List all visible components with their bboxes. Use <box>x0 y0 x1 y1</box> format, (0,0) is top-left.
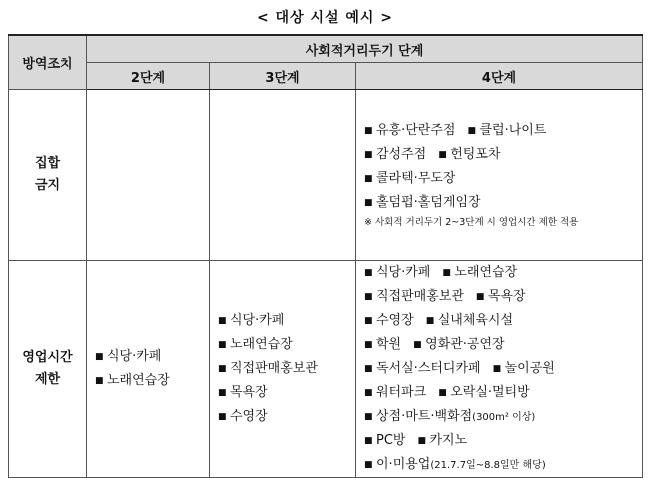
list-item <box>364 357 642 381</box>
list-item <box>364 405 642 429</box>
square-bullet-icon: ■ <box>364 174 373 184</box>
square-bullet-icon: ■ <box>364 198 373 208</box>
square-bullet-icon: ■ <box>364 364 373 374</box>
table-row-hours-limit <box>9 261 643 478</box>
list-item <box>218 333 355 357</box>
facility-item: PC방 <box>376 433 406 448</box>
square-bullet-icon: ■ <box>364 316 373 326</box>
list-ban-level-4 <box>356 119 642 215</box>
cell-ban-level-3 <box>210 90 356 261</box>
facility-item: 카지노 <box>429 433 468 448</box>
list-limit-level-3 <box>210 309 355 429</box>
cell-ban-level-2 <box>87 90 210 261</box>
cell-ban-level-4 <box>356 90 643 261</box>
facility-item: 직접판매홍보관 <box>376 289 464 304</box>
list-limit-level-4 <box>356 261 642 477</box>
square-bullet-icon: ■ <box>364 292 373 302</box>
square-bullet-icon: ■ <box>95 376 104 386</box>
square-bullet-icon: ■ <box>218 412 227 422</box>
square-bullet-icon: ■ <box>218 340 227 350</box>
header-row-1 <box>9 35 643 63</box>
square-bullet-icon: ■ <box>218 388 227 398</box>
facility-item: 헌팅포차 <box>450 147 501 162</box>
facility-item: 노래연습장 <box>107 373 170 388</box>
row-label-line: 금지 <box>34 178 61 193</box>
list-item <box>95 369 209 393</box>
square-bullet-icon: ■ <box>442 268 451 278</box>
list-item <box>95 345 209 369</box>
facility-item: 감성주점 <box>376 147 427 162</box>
row-label-hours-limit <box>9 261 87 478</box>
square-bullet-icon: ■ <box>364 268 373 278</box>
list-item <box>364 167 642 191</box>
list-item <box>364 143 642 167</box>
facility-item: 오락실·멀티방 <box>450 385 530 400</box>
header-level-2: 2단계 <box>87 63 210 90</box>
header-measure: 방역조치 <box>9 35 87 90</box>
facility-item: 직접판매홍보관 <box>230 361 318 376</box>
header-distancing-level: 사회적거리두기 단계 <box>87 35 643 63</box>
square-bullet-icon: ■ <box>364 436 373 446</box>
list-item <box>364 309 642 333</box>
table-caption: < 대상 시설 예시 > <box>256 10 394 26</box>
table-row-gathering-ban <box>9 90 643 261</box>
facility-item: 노래연습장 <box>230 337 293 352</box>
row-label-gathering-ban <box>9 90 87 261</box>
list-item <box>218 381 355 405</box>
list-item <box>364 453 642 477</box>
square-bullet-icon: ■ <box>492 364 502 374</box>
square-bullet-icon: ■ <box>95 352 104 362</box>
list-item <box>218 309 355 333</box>
list-limit-level-2 <box>87 345 209 393</box>
square-bullet-icon: ■ <box>364 412 373 422</box>
facility-item: 클럽·나이트 <box>479 123 547 138</box>
square-bullet-icon: ■ <box>364 460 373 470</box>
square-bullet-icon: ■ <box>475 292 485 302</box>
footnote: ※ 사회적 거리두기 2~3단계 시 영업시간 제한 적용 <box>364 217 579 228</box>
facility-table <box>8 34 643 478</box>
square-bullet-icon: ■ <box>467 126 476 136</box>
square-bullet-icon: ■ <box>218 364 227 374</box>
row-label-line: 집합 <box>34 156 61 171</box>
header-level-3: 3단계 <box>210 63 356 90</box>
square-bullet-icon: ■ <box>218 316 227 326</box>
square-bullet-icon: ■ <box>413 340 422 350</box>
list-item <box>364 119 642 143</box>
header-level-4: 4단계 <box>356 63 643 90</box>
facility-item: 수영장 <box>376 313 414 328</box>
square-bullet-icon: ■ <box>364 388 373 398</box>
facility-item: 노래연습장 <box>454 265 518 280</box>
facility-item-note: (21.7.7일~8.8일만 해당) <box>430 460 546 471</box>
facility-item: 홀덤펍·홀덤게임장 <box>376 195 481 210</box>
facility-item: 식당·카페 <box>107 349 162 364</box>
facility-item: 목욕장 <box>230 385 268 400</box>
row-label-line: 영업시간 <box>22 350 73 365</box>
facility-item: 식당·카페 <box>230 313 285 328</box>
facility-item: 실내체육시설 <box>437 313 514 328</box>
facility-item-note: (300m² 이상) <box>472 412 536 423</box>
facility-item: 이·미용업 <box>376 457 431 472</box>
facility-item: 독서실·스터디카페 <box>376 361 481 376</box>
list-item <box>364 333 642 357</box>
cell-limit-level-4 <box>356 261 643 478</box>
list-item <box>364 429 642 453</box>
facility-item: 식당·카페 <box>376 265 431 280</box>
square-bullet-icon: ■ <box>364 126 373 136</box>
square-bullet-icon: ■ <box>438 388 447 398</box>
facility-item: 영화관·공연장 <box>425 337 505 352</box>
row-label-line: 제한 <box>34 372 61 387</box>
facility-item: 수영장 <box>230 409 268 424</box>
square-bullet-icon: ■ <box>417 436 426 446</box>
cell-limit-level-3 <box>210 261 356 478</box>
square-bullet-icon: ■ <box>438 150 447 160</box>
facility-item: 학원 <box>376 337 402 352</box>
list-item <box>364 191 642 215</box>
facility-item: 놀이공원 <box>504 361 555 376</box>
facility-item: 워터파크 <box>376 385 427 400</box>
list-item <box>364 285 642 309</box>
square-bullet-icon: ■ <box>425 316 435 326</box>
facility-item: 콜라텍·무도장 <box>376 171 456 186</box>
square-bullet-icon: ■ <box>364 150 373 160</box>
square-bullet-icon: ■ <box>364 340 373 350</box>
list-item <box>364 261 642 285</box>
list-item <box>218 357 355 381</box>
list-item <box>364 381 642 405</box>
header-row-2 <box>9 63 643 90</box>
cell-limit-level-2 <box>87 261 210 478</box>
facility-item: 유흥·단란주점 <box>376 123 456 138</box>
facility-item: 상점·마트·백화점 <box>376 409 473 424</box>
facility-item: 목욕장 <box>487 289 526 304</box>
list-item <box>218 405 355 429</box>
